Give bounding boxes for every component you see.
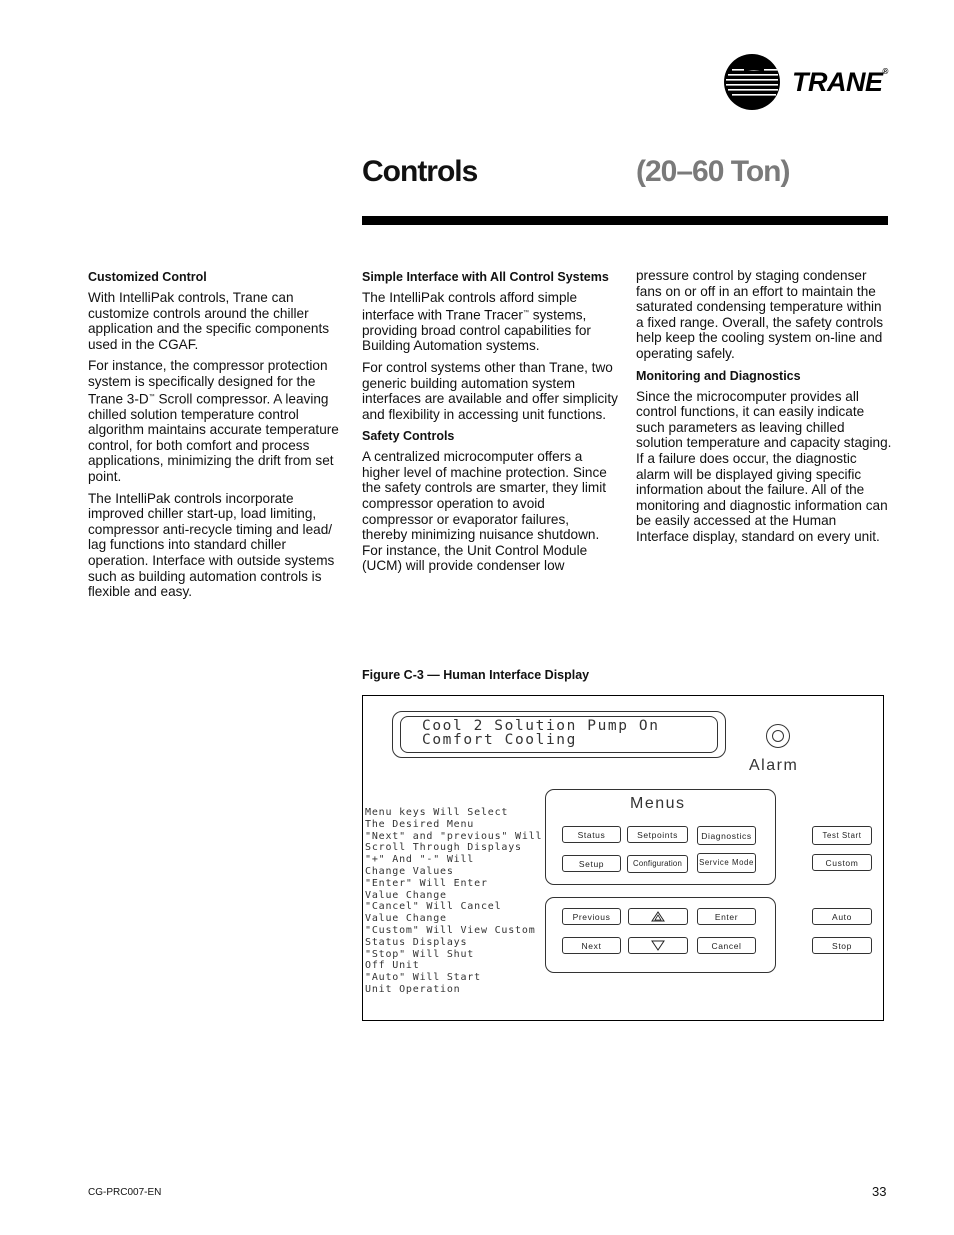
- auto-button[interactable]: Auto: [812, 908, 872, 925]
- page-number: 33: [872, 1184, 887, 1199]
- section-heading: Customized Control: [88, 270, 207, 284]
- paragraph: A centralized microcomputer offers a higher level of machine protection. Since the safety controls are smarter, they limit compressor operation to avoid compressor or evaporator failures, thereby minimizing nuisance shutdown. For instance, the Unit Control Module (UCM) will provide condenser low: [362, 449, 607, 574]
- configuration-button[interactable]: Configuration: [627, 855, 688, 873]
- lcd-line-2: Comfort Cooling: [422, 732, 577, 748]
- key-help-text: Menu keys Will Select The Desired Menu "Next" and "previous" Will Scroll Through Displays "+" And "-" Will Change Values "Enter" Will Enter Value Change "Cancel" Will Cancel Value Change "Custom" Will View Custom Status Displays "Stop" Will Shut Off Unit "Auto" Will Start Unit Operation: [365, 807, 543, 995]
- figure-caption: Figure C-3 — Human Interface Display: [362, 668, 590, 682]
- enter-button[interactable]: Enter: [697, 908, 756, 925]
- section-heading: Safety Controls: [362, 429, 455, 444]
- section-heading: Monitoring and Diagnostics: [636, 368, 801, 383]
- document-code: CG-PRC007-EN: [88, 1187, 162, 1198]
- alarm-light-inner: [772, 730, 784, 742]
- page-subtitle: (20–60 Ton): [636, 155, 790, 188]
- paragraph: The IntelliPak controls afford simple interface with Trane Tracer™ systems, providing broad control capabilities for Building Automation systems.: [362, 290, 591, 354]
- next-button[interactable]: Next: [562, 937, 621, 954]
- stop-button[interactable]: Stop: [812, 937, 872, 954]
- custom-button[interactable]: Custom: [812, 854, 872, 871]
- triangle-up-icon: [651, 911, 665, 922]
- decrease-button[interactable]: [628, 937, 688, 954]
- brand-logo: TRANE®: [792, 67, 888, 97]
- diagnostics-button[interactable]: Diagnostics: [697, 826, 756, 845]
- paragraph: Since the microcomputer provides all control functions, it can easily indicate such parameters as leaving chilled solution temperature and capacity staging. If a failure does occur, the diagnostic alarm will be displayed giving specific information about the failure. All of the monitoring and diagnostic information can be easily accessed at the Human Interface display, standard on every unit.: [636, 388, 892, 544]
- paragraph: For instance, the compressor protection system is specifically designed for the Trane 3-D™ Scroll compressor. A leaving chilled solution temperature control algorithm maintains accurate temperature control, for both comfort and process applications, minimizing the drift from set point.: [88, 358, 339, 485]
- paragraph: The IntelliPak controls incorporate improved chiller start-up, load limiting, compressor anti-recycle timing and lead/ lag functions into standard chiller operation. Interface with outside systems such as building automation controls is flexible and easy.: [88, 490, 335, 600]
- previous-button[interactable]: Previous: [562, 908, 621, 925]
- column-2: [362, 269, 618, 580]
- trane-globe-icon: [724, 54, 780, 110]
- status-button[interactable]: Status: [562, 826, 621, 843]
- page-title: Controls: [362, 155, 478, 188]
- test-start-button[interactable]: Test Start: [812, 826, 872, 845]
- paragraph: For control systems other than Trane, two generic building automation system interfaces are available and offer simplicity and flexibility in accessing unit functions.: [362, 359, 618, 422]
- alarm-label: Alarm: [749, 757, 799, 774]
- menus-title: Menus: [630, 795, 686, 812]
- paragraph: With IntelliPak controls, Trane can customize controls around the chiller application and the specific components used in the CGAF.: [88, 290, 330, 352]
- title-rule: [362, 216, 888, 225]
- lcd-line-1: Cool 2 Solution Pump On: [422, 718, 660, 734]
- column-1: [88, 269, 344, 606]
- cancel-button[interactable]: Cancel: [697, 937, 756, 954]
- setpoints-button[interactable]: Setpoints: [627, 826, 688, 843]
- service-mode-button[interactable]: Service Mode: [697, 853, 756, 873]
- column-3: [636, 268, 892, 551]
- setup-button[interactable]: Setup: [562, 855, 621, 872]
- increase-button[interactable]: [628, 908, 688, 925]
- paragraph: pressure control by staging condenser fans on or off in an effort to maintain the saturated condensing temperature within a fixed range. Overall, the safety controls help keep the cooling system on-line and operating safely.: [636, 268, 884, 361]
- triangle-down-icon: [651, 940, 665, 951]
- section-heading: Simple Interface with All Control Systems: [362, 270, 609, 284]
